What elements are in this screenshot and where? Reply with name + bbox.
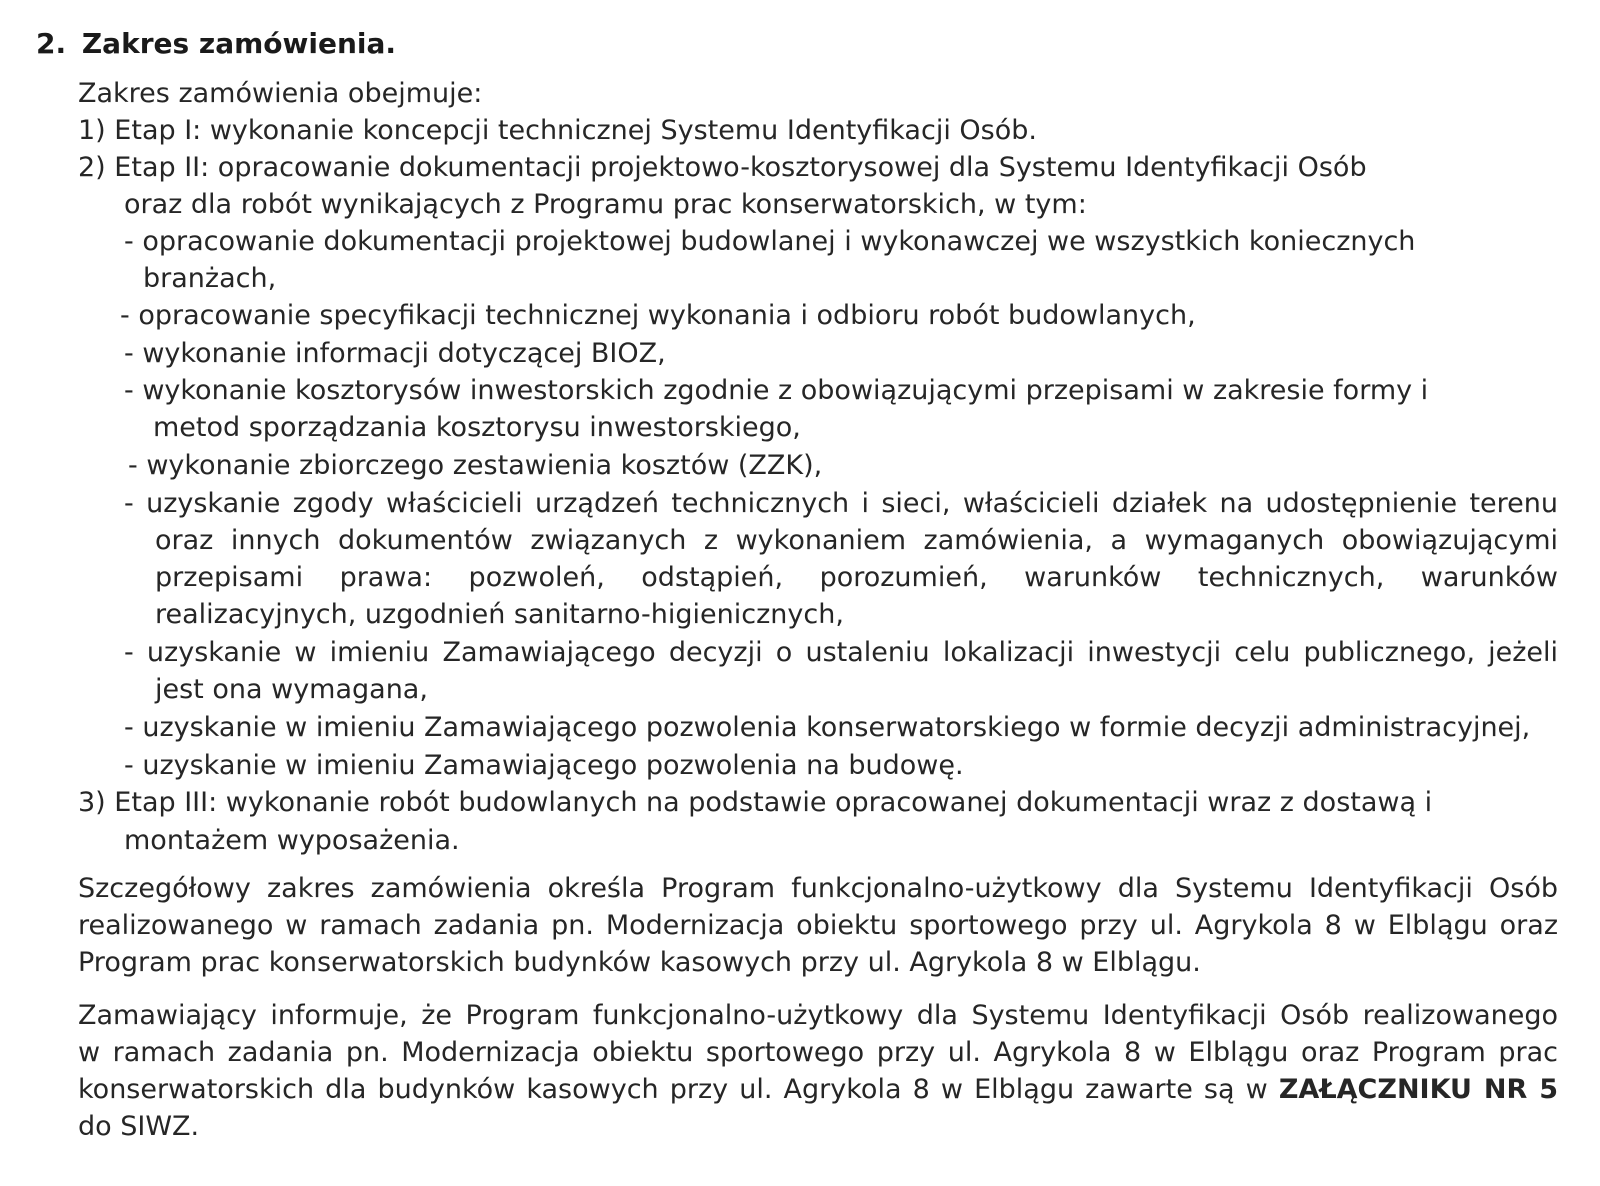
- paragraph-2-line: do SIWZ.: [78, 1111, 200, 1142]
- stage-2-item: - uzyskanie w imieniu Zamawiającego pozwolenia konserwatorskiego w formie decyzji administracyjnej,: [124, 712, 1531, 743]
- section-number: 2.: [36, 27, 67, 60]
- paragraph-1-line: realizowanego w ramach zadania pn. Modernizacja obiektu sportowego przy ul. Agrykola 8 w Elblągu oraz: [78, 910, 1558, 941]
- stage-2-item-continued: jest ona wymagana,: [155, 674, 428, 705]
- stage-2-item: - wykonanie zbiorczego zestawienia kosztów (ZZK),: [128, 450, 823, 481]
- stage-2-item-continued: realizacyjnych, uzgodnień sanitarno-higienicznych,: [155, 599, 844, 630]
- paragraph-2-text: konserwatorskich dla budynków kasowych przy ul. Agrykola 8 w Elblągu zawarte są w: [78, 1074, 1268, 1105]
- stage-2-item-continued: przepisami prawa: pozwoleń, odstąpień, porozumień, warunków technicznych, warunków: [155, 562, 1558, 593]
- stage-2-item-continued: branżach,: [143, 263, 277, 294]
- section-title: Zakres zamówienia.: [81, 27, 397, 60]
- paragraph-1-line: Program prac konserwatorskich budynków kasowych przy ul. Agrykola 8 w Elblągu.: [78, 947, 1201, 978]
- section-heading: [36, 26, 396, 62]
- paragraph-1-line: Szczegółowy zakres zamówienia określa Program funkcjonalno-użytkowy dla Systemu Identyfikacji Osób: [78, 873, 1558, 904]
- stage-3-line-1: 3) Etap III: wykonanie robót budowlanych na podstawie opracowanej dokumentacji wraz z dostawą i: [78, 787, 1433, 818]
- paragraph-2-line: Zamawiający informuje, że Program funkcjonalno-użytkowy dla Systemu Identyfikacji Osób realizowanego: [78, 1000, 1558, 1031]
- stage-2-item: - opracowanie specyfikacji technicznej wykonania i odbioru robót budowlanych,: [120, 300, 1196, 331]
- intro-text: Zakres zamówienia obejmuje:: [78, 78, 483, 109]
- stage-1: 1) Etap I: wykonanie koncepcji technicznej Systemu Identyfikacji Osób.: [78, 115, 1037, 146]
- attachment-reference: ZAŁĄCZNIKU NR 5: [1278, 1074, 1558, 1105]
- stage-2-line-2: oraz dla robót wynikających z Programu prac konserwatorskich, w tym:: [124, 189, 1087, 220]
- stage-2-item: - wykonanie informacji dotyczącej BIOZ,: [124, 338, 666, 369]
- stage-2-item: - uzyskanie w imieniu Zamawiającego decyzji o ustaleniu lokalizacji inwestycji celu publicznego, jeżeli: [124, 637, 1558, 668]
- stage-2-item-continued: oraz innych dokumentów związanych z wykonaniem zamówienia, a wymaganych obowiązującymi: [155, 525, 1558, 556]
- stage-2-item: - uzyskanie w imieniu Zamawiającego pozwolenia na budowę.: [124, 750, 964, 781]
- stage-3-line-2: montażem wyposażenia.: [124, 825, 460, 856]
- stage-2-item: - opracowanie dokumentacji projektowej budowlanej i wykonawczej we wszystkich koniecznych: [124, 226, 1416, 257]
- paragraph-2-line-with-emphasis: [78, 1072, 1558, 1108]
- stage-2-item: - wykonanie kosztorysów inwestorskich zgodnie z obowiązującymi przepisami w zakresie formy i: [124, 375, 1429, 406]
- stage-2-line-1: 2) Etap II: opracowanie dokumentacji projektowo-kosztorysowej dla Systemu Identyfikacji Osób: [78, 152, 1367, 183]
- paragraph-2-line: w ramach zadania pn. Modernizacja obiektu sportowego przy ul. Agrykola 8 w Elblągu oraz Program prac: [78, 1037, 1558, 1068]
- stage-2-item-continued: metod sporządzania kosztorysu inwestorskiego,: [153, 412, 801, 443]
- stage-2-item: - uzyskanie zgody właścicieli urządzeń technicznych i sieci, właścicieli działek na udostępnienie terenu: [124, 488, 1558, 519]
